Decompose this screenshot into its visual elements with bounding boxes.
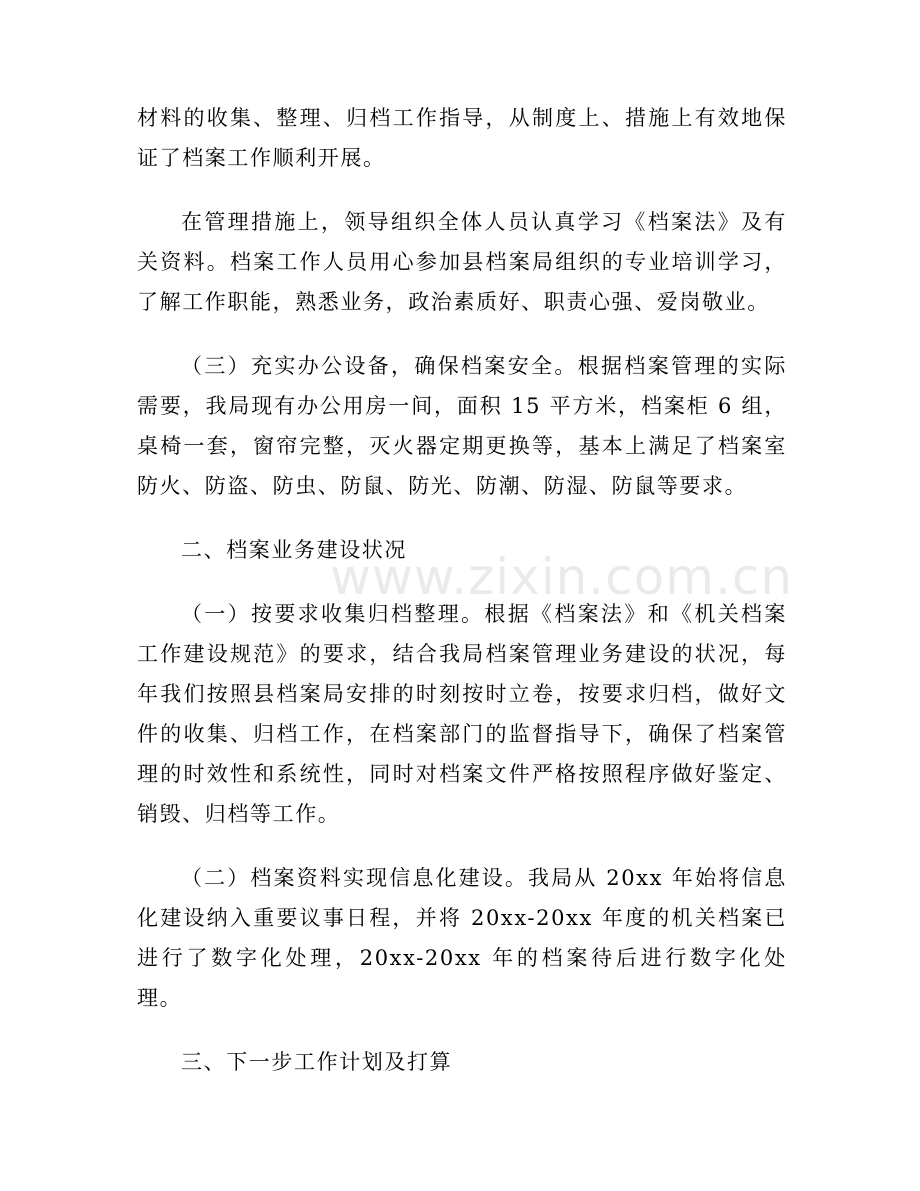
document-page (137, 98, 787, 1106)
paragraph-digitization: （二）档案资料实现信息化建设。我局从 20xx 年始将信息化建设纳入重要议事日程，并将 20xx-20xx 年度的机关档案已进行了数字化处理，20xx-20xx 年的档案待后进行数字化处理。 (137, 866, 787, 1010)
section-heading-next-steps: 三、下一步工作计划及打算 (181, 1050, 453, 1074)
watermark: www.zixin.com.cn (330, 548, 794, 606)
paragraph-continuation: 材料的收集、整理、归档工作指导，从制度上、措施上有效地保证了档案工作顺利开展。 (137, 106, 787, 170)
paragraph-office-equipment: （三）充实办公设备，确保档案安全。根据档案管理的实际需要，我局现有办公用房一间，面积 15 平方米，档案柜 6 组，桌椅一套，窗帘完整，灭火器定期更换等，基本上满足了档案室防火、防盗、防虫、防鼠、防光、防潮、防湿、防鼠等要求。 (137, 354, 787, 498)
paragraph-management-measures: 在管理措施上，领导组织全体人员认真学习《档案法》及有关资料。档案工作人员用心参加县档案局组织的专业培训学习，了解工作职能，熟悉业务，政治素质好、职责心强、爱岗敬业。 (137, 210, 787, 314)
paragraph-collection-filing: （一）按要求收集归档整理。根据《档案法》和《机关档案工作建设规范》的要求，结合我局档案管理业务建设的状况，每年我们按照县档案局安排的时刻按时立卷，按要求归档，做好文件的收集、归档工作，在档案部门的监督指导下，确保了档案管理的时效性和系统性，同时对档案文件严格按照程序做好鉴定、销毁、归档等工作。 (137, 602, 787, 826)
section-heading-archive-business: 二、档案业务建设状况 (181, 538, 407, 562)
